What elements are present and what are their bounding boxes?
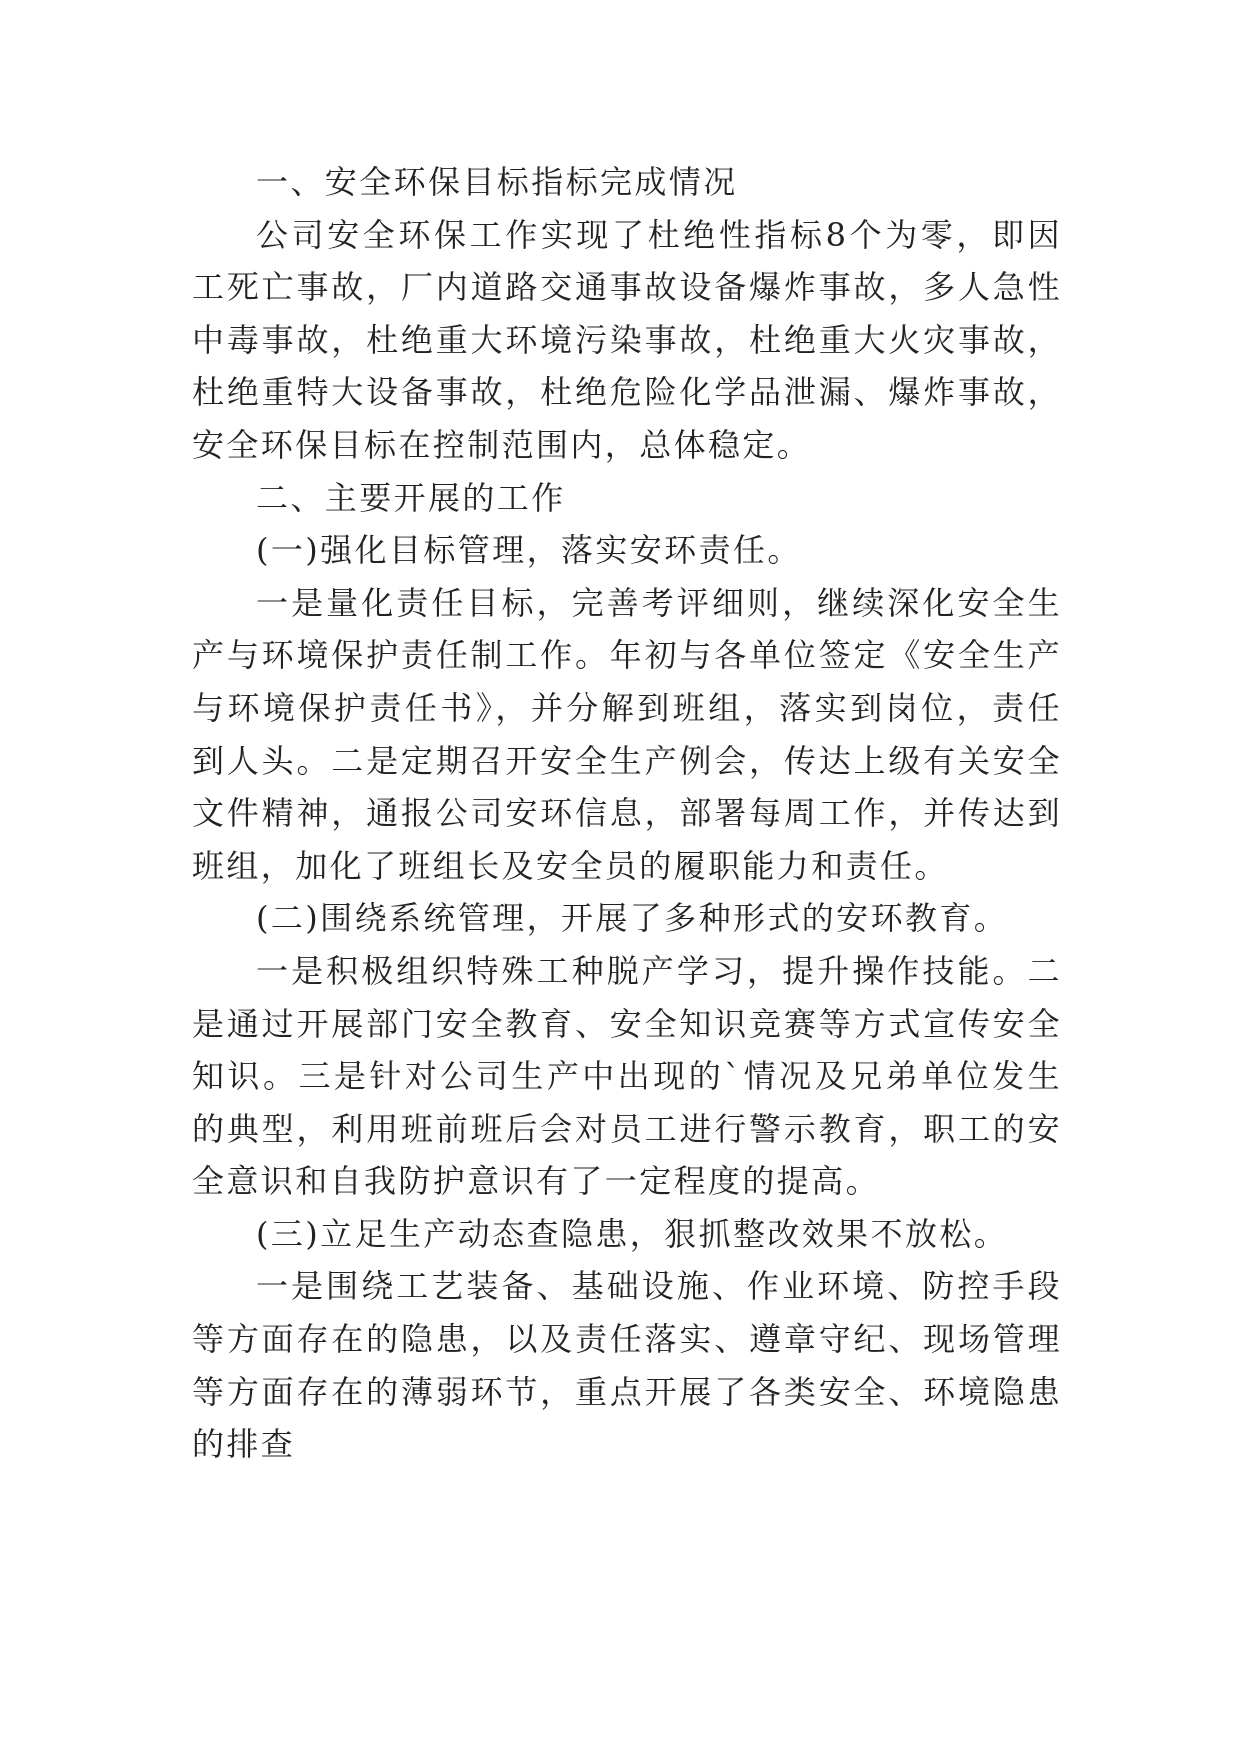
paragraph-targets-summary: 公司安全环保工作实现了杜绝性指标8个为零，即因工死亡事故，厂内道路交通事故设备爆炸事故，多人急性中毒事故，杜绝重大环境污染事故，杜绝重大火灾事故，杜绝重特大设备事故，杜绝危险化学品泄漏、爆炸事故，安全环保目标在控制范围内，总体稳定。: [192, 215, 1062, 464]
document-body: [192, 156, 1062, 1471]
paragraph-target-management: 一是量化责任目标，完善考评细则，继续深化安全生产与环境保护责任制工作。年初与各单位签定《安全生产与环境保护责任书》，并分解到班组，落实到岗位，责任到人头。二是定期召开安全生产例会，传达上级有关安全文件精神，通报公司安环信息，部署每周工作，并传达到班组，加化了班组长及安全员的履职能力和责任。: [192, 583, 1062, 885]
section-heading-targets: 一、安全环保目标指标完成情况: [256, 163, 738, 201]
paragraph-safety-education: 一是积极组织特殊工种脱产学习，提升操作技能。二是通过开展部门安全教育、安全知识竞赛等方式宣传安全知识。三是针对公司生产中出现的`情况及兄弟单位发生的典型，利用班前班后会对员工进行警示教育，职工的安全意识和自我防护意识有了一定程度的提高。: [192, 951, 1062, 1201]
subheading-hazard-inspection: (三)立足生产动态查隐患，狠抓整改效果不放松。: [256, 1214, 1009, 1253]
paragraph-hazard-inspection: 一是围绕工艺装备、基础设施、作业环境、防控手段等方面存在的隐患，以及责任落实、遵章守纪、现场管理等方面存在的薄弱环节，重点开展了各类安全、环境隐患的排查: [192, 1267, 1062, 1464]
subheading-target-management: (一)强化目标管理，落实安环责任。: [256, 531, 802, 570]
subheading-safety-education: (二)围绕系统管理，开展了多种形式的安环教育。: [256, 899, 1009, 938]
section-heading-main-work: 二、主要开展的工作: [256, 478, 566, 517]
